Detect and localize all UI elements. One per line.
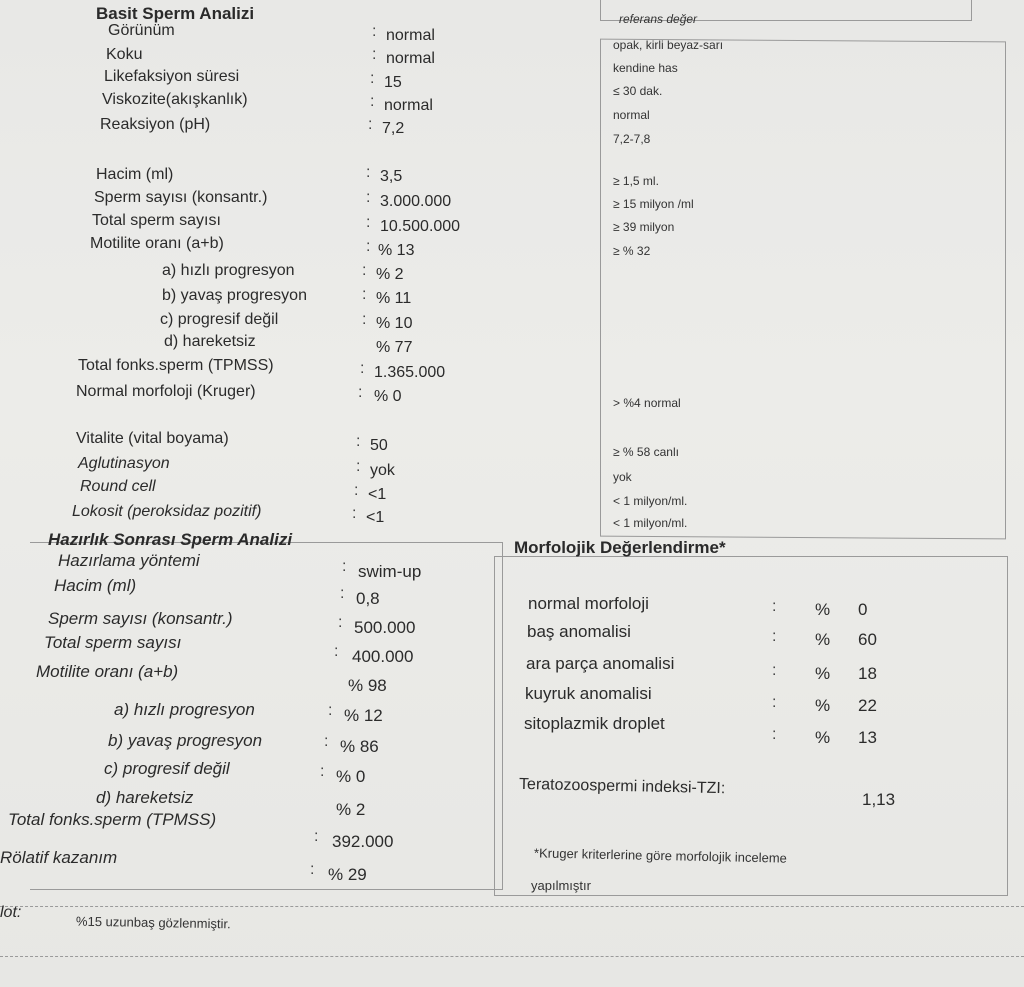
prep-row-label: Total sperm sayısı <box>44 633 182 652</box>
morphology-row-colon: : <box>772 694 777 711</box>
tzi-value: 1,13 <box>862 790 896 809</box>
basic-row-reference: kendine has <box>613 61 678 75</box>
morphology-row-label: ara parça anomalisi <box>526 654 675 673</box>
prep-analysis-title: Hazırlık Sonrası Sperm Analizi <box>48 530 293 549</box>
basic-row-colon: : <box>356 458 361 475</box>
prep-row-value: % 2 <box>336 800 366 819</box>
morphology-row-value: 22 <box>858 696 877 715</box>
prep-row-colon: : <box>334 643 339 660</box>
morphology-row-percent: % <box>815 728 831 747</box>
basic-row-colon: : <box>366 238 371 255</box>
morphology-footnote-2: yapılmıştır <box>531 878 591 893</box>
morphology-row-percent: % <box>815 630 831 649</box>
basic-row-colon: : <box>372 23 377 40</box>
morphology-row-value: 13 <box>858 728 877 747</box>
morphology-row-value: 0 <box>858 600 868 619</box>
basic-row-label: Reaksiyon (pH) <box>100 116 211 133</box>
note-label: lot: <box>0 904 22 921</box>
basic-row-value: 3,5 <box>380 168 403 185</box>
prep-row-colon: : <box>314 828 319 845</box>
basic-row-label: Total fonks.sperm (TPMSS) <box>78 357 274 374</box>
basic-row-value: % 77 <box>376 339 413 356</box>
basic-row-reference: yok <box>613 470 632 484</box>
basic-row-label: Likefaksiyon süresi <box>104 68 240 85</box>
basic-row-colon: : <box>360 360 365 377</box>
prep-row-label: Motilite oranı (a+b) <box>36 662 179 681</box>
prep-row-colon: : <box>340 585 345 602</box>
basic-row-reference: ≤ 30 dak. <box>613 84 663 98</box>
morphology-footnote-1: *Kruger kriterlerine göre morfolojik inceleme <box>533 845 788 866</box>
basic-row-label: Normal morfoloji (Kruger) <box>76 383 256 400</box>
morphology-row-colon: : <box>772 598 777 615</box>
basic-row-reference: opak, kirli beyaz-sarı <box>613 38 724 52</box>
prep-row-value: % 0 <box>336 767 366 786</box>
basic-row-value: % 0 <box>374 388 402 405</box>
basic-row-label: Total sperm sayısı <box>92 212 221 229</box>
prep-row-value: % 98 <box>348 676 387 695</box>
basic-row-value: 3.000.000 <box>380 193 452 210</box>
morphology-row-percent: % <box>815 696 831 715</box>
basic-row-reference: > %4 normal <box>613 396 681 410</box>
morphology-row-colon: : <box>772 628 777 645</box>
prep-row-colon: : <box>338 614 343 631</box>
prep-row-value: swim-up <box>358 562 422 581</box>
prep-row-value: 0,8 <box>356 589 380 608</box>
basic-analysis-title: Basit Sperm Analizi <box>96 4 255 23</box>
basic-row-reference: ≥ % 58 canlı <box>613 445 679 459</box>
basic-row-value: normal <box>384 97 433 114</box>
morphology-row-colon: : <box>772 726 777 743</box>
prep-row-label: d) hareketsiz <box>96 788 194 807</box>
basic-row-value: normal <box>386 27 435 44</box>
basic-row-label: Round cell <box>80 478 156 495</box>
morphology-row-colon: : <box>772 662 777 679</box>
prep-row-label: c) progresif değil <box>104 759 230 778</box>
basic-row-colon: : <box>362 311 367 328</box>
basic-row-label: Görünüm <box>108 22 175 39</box>
basic-row-label: Motilite oranı (a+b) <box>90 235 224 252</box>
prep-row-value: 500.000 <box>354 618 416 637</box>
basic-row-value: 10.500.000 <box>380 218 461 235</box>
basic-row-label: d) hareketsiz <box>164 333 256 350</box>
basic-row-value: 1.365.000 <box>374 364 446 381</box>
basic-row-value: <1 <box>366 509 385 526</box>
basic-row-label: Sperm sayısı (konsantr.) <box>94 189 268 206</box>
note-text: %15 uzunbaş gözlenmiştir. <box>75 913 231 932</box>
basic-row-colon: : <box>356 433 361 450</box>
prep-row-colon: : <box>328 702 333 719</box>
morphology-row-label: baş anomalisi <box>527 622 631 641</box>
prep-row-label: Total fonks.sperm (TPMSS) <box>8 810 217 829</box>
basic-row-colon: : <box>362 262 367 279</box>
basic-row-label: Vitalite (vital boyama) <box>76 430 229 447</box>
basic-row-value: % 2 <box>376 266 404 283</box>
prep-row-value: 400.000 <box>352 647 414 666</box>
basic-row-label: Viskozite(akışkanlık) <box>102 91 248 108</box>
basic-row-colon: : <box>366 164 371 181</box>
basic-row-reference: ≥ 1,5 ml. <box>613 174 659 188</box>
morphology-row-value: 60 <box>858 630 877 649</box>
basic-row-reference: 7,2-7,8 <box>613 132 651 146</box>
basic-row-label: Koku <box>106 46 143 63</box>
prep-row-colon: : <box>320 763 325 780</box>
basic-row-colon: : <box>370 93 375 110</box>
prep-row-colon: : <box>310 861 315 878</box>
basic-row-value: 7,2 <box>382 120 405 137</box>
prep-row-colon: : <box>342 558 347 575</box>
basic-row-value: <1 <box>368 486 387 503</box>
prep-row-value: % 29 <box>328 865 367 884</box>
reference-box <box>600 39 1006 540</box>
prep-row-colon: : <box>324 733 329 750</box>
tzi-label: Teratozoospermi indeksi-TZI: <box>518 775 726 798</box>
prep-row-label: Hacim (ml) <box>54 576 137 595</box>
basic-row-label: b) yavaş progresyon <box>162 287 307 304</box>
morphology-row-label: normal morfoloji <box>528 594 649 613</box>
basic-row-colon: : <box>366 189 371 206</box>
prep-row-label: Sperm sayısı (konsantr.) <box>48 609 233 628</box>
basic-row-value: normal <box>386 50 435 67</box>
basic-row-reference: < 1 milyon/ml. <box>613 494 688 508</box>
morphology-row-percent: % <box>815 664 831 683</box>
basic-row-colon: : <box>362 286 367 303</box>
basic-row-value: yok <box>370 462 395 479</box>
note-line-top <box>0 906 1024 907</box>
prep-row-label: b) yavaş progresyon <box>108 731 263 750</box>
basic-row-label: a) hızlı progresyon <box>162 262 295 279</box>
basic-row-colon: : <box>352 505 357 522</box>
basic-row-reference: ≥ 15 milyon /ml <box>613 197 694 211</box>
basic-row-value: 50 <box>370 437 388 454</box>
basic-row-label: c) progresif değil <box>160 311 279 328</box>
basic-row-value: % 11 <box>376 290 412 307</box>
basic-row-reference: normal <box>613 108 650 122</box>
basic-row-value: 15 <box>384 74 402 91</box>
basic-row-value: % 10 <box>376 315 413 332</box>
prep-row-value: 392.000 <box>332 832 394 851</box>
basic-row-value: % 13 <box>378 242 415 259</box>
basic-row-reference: < 1 milyon/ml. <box>613 516 688 530</box>
reference-header: referans değer <box>619 12 698 26</box>
basic-row-colon: : <box>358 384 363 401</box>
prep-row-label: Rölatif kazanım <box>0 848 118 867</box>
morphology-row-label: kuyruk anomalisi <box>525 684 652 703</box>
basic-row-colon: : <box>366 214 371 231</box>
basic-row-label: Aglutinasyon <box>78 455 170 472</box>
prep-row-value: % 12 <box>344 706 383 725</box>
basic-row-reference: ≥ 39 milyon <box>613 220 675 234</box>
morphology-title: Morfolojik Değerlendirme* <box>514 538 726 557</box>
basic-row-colon: : <box>368 116 373 133</box>
morphology-row-percent: % <box>815 600 831 619</box>
prep-row-label: Hazırlama yöntemi <box>58 551 200 570</box>
basic-row-reference: ≥ % 32 <box>613 244 651 258</box>
note-line-bottom <box>0 956 1024 957</box>
basic-row-colon: : <box>370 70 375 87</box>
basic-row-colon: : <box>354 482 359 499</box>
basic-row-colon: : <box>372 46 377 63</box>
morphology-row-label: sitoplazmik droplet <box>524 714 665 733</box>
prep-row-value: % 86 <box>340 737 379 756</box>
basic-row-label: Lokosit (peroksidaz pozitif) <box>72 503 262 520</box>
morphology-row-value: 18 <box>858 664 877 683</box>
prep-row-label: a) hızlı progresyon <box>114 700 255 719</box>
basic-row-label: Hacim (ml) <box>96 166 174 183</box>
